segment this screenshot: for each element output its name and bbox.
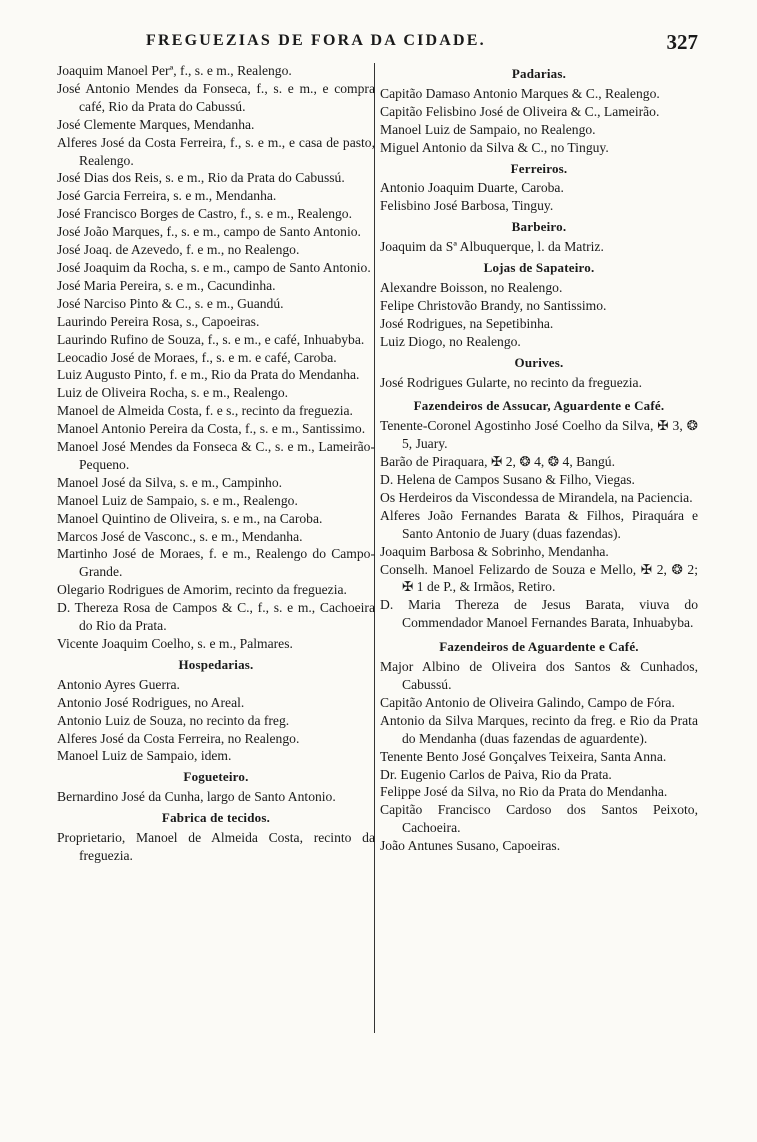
list-item: Laurindo Pereira Rosa, s., Capoeiras. — [57, 313, 260, 329]
section-heading-fazendeiros-assucar: Fazendeiros de Assucar, Aguardente e Café. — [413, 398, 665, 414]
list-item: Martinho José de Moraes, f. e m., Realengo do Campo-Grande. — [57, 546, 375, 580]
list-item: José Antonio Mendes da Fonseca, f., s. e m., e compra café, Rio da Prata do Cabussú. — [57, 80, 375, 114]
list-item: Felippe José da Silva, no Rio da Prata do Mendanha. — [380, 784, 668, 800]
list-item: Antonio José Rodrigues, no Areal. — [57, 694, 245, 710]
list-item: Alferes José da Costa Ferreira, f., s. e m., e casa de pasto, Realengo. — [57, 134, 375, 168]
list-item: Alferes José da Costa Ferreira, no Realengo. — [57, 730, 300, 746]
list-item: Manoel José da Silva, s. e m., Campinho. — [57, 474, 283, 490]
list-item: D. Helena de Campos Susano & Filho, Viegas. — [380, 472, 635, 488]
section-heading-fazendeiros-aguardente: Fazendeiros de Aguardente e Café. — [439, 639, 639, 655]
list-item: Laurindo Rufino de Souza, f., s. e m., e café, Inhuabyba. — [57, 331, 365, 347]
section-heading-fogueteiro: Fogueteiro. — [183, 769, 249, 785]
list-item: Manoel Luiz de Sampaio, no Realengo. — [380, 121, 596, 137]
list-item: Dr. Eugenio Carlos de Paiva, Rio da Prata. — [380, 766, 612, 782]
section-heading-ferreiros: Ferreiros. — [510, 160, 568, 176]
fabrica-list — [57, 829, 375, 865]
list-item: José Rodrigues Gularte, no recinto da freguezia. — [380, 374, 642, 390]
section-heading-hospedarias: Hospedarias. — [178, 656, 254, 672]
list-item: Manoel Luiz de Sampaio, idem. — [57, 748, 232, 764]
list-item: Marcos José de Vasconc., s. e m., Mendanha. — [57, 528, 303, 544]
section-heading-ourives: Ourives. — [514, 354, 564, 370]
list-item: Antonio Joaquim Duarte, Caroba. — [380, 180, 564, 196]
list-item: Luiz Augusto Pinto, f. e m., Rio da Prata do Mendanha. — [57, 367, 360, 383]
section-heading-fabrica: Fabrica de tecidos. — [161, 810, 271, 826]
list-item: Manoel Luiz de Sampaio, s. e m., Realengo. — [57, 492, 298, 508]
list-item: Antonio da Silva Marques, recinto da freg. e Rio da Prata do Mendanha (duas fazendas de aguardente). — [380, 712, 698, 746]
list-item: Joaquim Manoel Perª, f., s. e m., Realengo. — [57, 63, 292, 78]
list-item: Proprietario, Manoel de Almeida Costa, recinto da freguezia. — [57, 830, 375, 863]
list-item: José Joaquim da Rocha, s. e m., campo de Santo Antonio. — [57, 259, 371, 275]
list-item: Conselh. Manoel Felizardo de Souza e Mello, ✠ 2, ❂ 2; ✠ 1 de P., & Irmãos, Retiro. — [380, 561, 698, 595]
list-item: Capitão Francisco Cardoso dos Santos Peixoto, Cachoeira. — [380, 802, 698, 836]
list-item: Luiz de Oliveira Rocha, s. e m., Realengo. — [57, 385, 289, 401]
list-item: Alexandre Boisson, no Realengo. — [380, 279, 563, 295]
ourives-list — [380, 374, 698, 392]
section-heading-barbeiro: Barbeiro. — [511, 219, 567, 235]
list-item: Antonio Luiz de Souza, no recinto da freg. — [57, 712, 290, 728]
barbeiro-list — [380, 238, 698, 256]
list-item: João Antunes Susano, Capoeiras. — [380, 838, 561, 854]
section-heading-sapateiro: Lojas de Sapateiro. — [483, 260, 595, 276]
list-item: Vicente Joaquim Coelho, s. e m., Palmares. — [57, 636, 293, 651]
list-item: Capitão Damaso Antonio Marques & C., Realengo. — [380, 85, 660, 101]
list-item: D. Maria Thereza de Jesus Barata, viuva do Commendador Manoel Fernandes Barata, Inhuabyba. — [380, 597, 698, 631]
padarias-list — [380, 85, 698, 157]
list-item: Leocadio José de Moraes, f., s. e m. e café, Caroba. — [57, 349, 337, 365]
list-item: José Garcia Ferreira, s. e m., Mendanha. — [57, 188, 277, 204]
list-item: Manoel Quintino de Oliveira, s. e m., na Caroba. — [57, 510, 323, 526]
fazendeiros-assucar-list — [380, 417, 698, 632]
list-item: D. Thereza Rosa de Campos & C., f., s. e m., Cachoeira do Rio da Prata. — [57, 600, 375, 634]
list-item: Alferes João Fernandes Barata & Filhos, Piraquára e Santo Antonio de Juary (duas fazendas). — [380, 507, 698, 541]
list-item: José Francisco Borges de Castro, f., s. e m., Realengo. — [57, 206, 352, 222]
list-item: Joaquim da Sª Albuquerque, l. da Matriz. — [380, 239, 604, 255]
ferreiros-list — [380, 179, 698, 215]
right-column — [380, 62, 698, 855]
list-item: Barão de Piraquara, ✠ 2, ❂ 4, ❂ 4, Bangú. — [380, 454, 616, 470]
hospedarias-list — [57, 676, 375, 766]
list-item: José Joaq. de Azevedo, f. e m., no Realengo. — [57, 242, 300, 258]
left-column — [57, 62, 375, 865]
page-number: 327 — [666, 30, 698, 54]
fogueteiro-list — [57, 788, 375, 806]
list-item: Os Herdeiros da Viscondessa de Mirandela, na Paciencia. — [380, 489, 693, 505]
list-item: Manoel Antonio Pereira da Costa, f., s. e m., Santissimo. — [57, 421, 366, 437]
list-item: Luiz Diogo, no Realengo. — [380, 333, 521, 349]
list-item: Felipe Christovão Brandy, no Santissimo. — [380, 297, 607, 313]
list-item: Joaquim Barbosa & Sobrinho, Mendanha. — [380, 543, 609, 559]
list-item: Miguel Antonio da Silva & C., no Tinguy. — [380, 139, 609, 155]
list-item: Bernardino José da Cunha, largo de Santo Antonio. — [57, 789, 336, 805]
list-item: Tenente Bento José Gonçalves Teixeira, Santa Anna. — [380, 748, 667, 764]
sapateiro-list — [380, 279, 698, 351]
page-header — [58, 30, 698, 56]
page-title: FREGUEZIAS DE FORA DA CIDADE. — [146, 32, 486, 49]
list-item: José Dias dos Reis, s. e m., Rio da Prata do Cabussú. — [57, 170, 345, 186]
directory-list — [57, 62, 375, 653]
list-item: Manoel José Mendes da Fonseca & C., s. e m., Lameirão-Pequeno. — [57, 439, 375, 472]
list-item: Antonio Ayres Guerra. — [57, 676, 180, 692]
list-item: José Rodrigues, na Sepetibinha. — [380, 315, 554, 331]
list-item: José Maria Pereira, s. e m., Cacundinha. — [57, 277, 276, 293]
list-item: Major Albino de Oliveira dos Santos & Cunhados, Cabussú. — [380, 659, 698, 692]
list-item: Capitão Felisbino José de Oliveira & C., Lameirão. — [380, 103, 660, 119]
list-item: José João Marques, f., s. e m., campo de Santo Antonio. — [57, 224, 361, 240]
list-item: Manoel de Almeida Costa, f. e s., recinto da freguezia. — [57, 403, 353, 419]
list-item: Capitão Antonio de Oliveira Galindo, Campo de Fóra. — [380, 694, 675, 710]
list-item: Tenente-Coronel Agostinho José Coelho da Silva, ✠ 3, ❂ 5, Juary. — [380, 418, 698, 452]
list-item: José Narciso Pinto & C., s. e m., Guandú. — [57, 295, 284, 311]
list-item: José Clemente Marques, Mendanha. — [57, 116, 255, 132]
list-item: Olegario Rodrigues de Amorim, recinto da freguezia. — [57, 582, 347, 598]
section-heading-padarias: Padarias. — [511, 66, 567, 81]
list-item: Felisbino José Barbosa, Tinguy. — [380, 198, 554, 214]
fazendeiros-aguardente-list — [380, 658, 698, 855]
